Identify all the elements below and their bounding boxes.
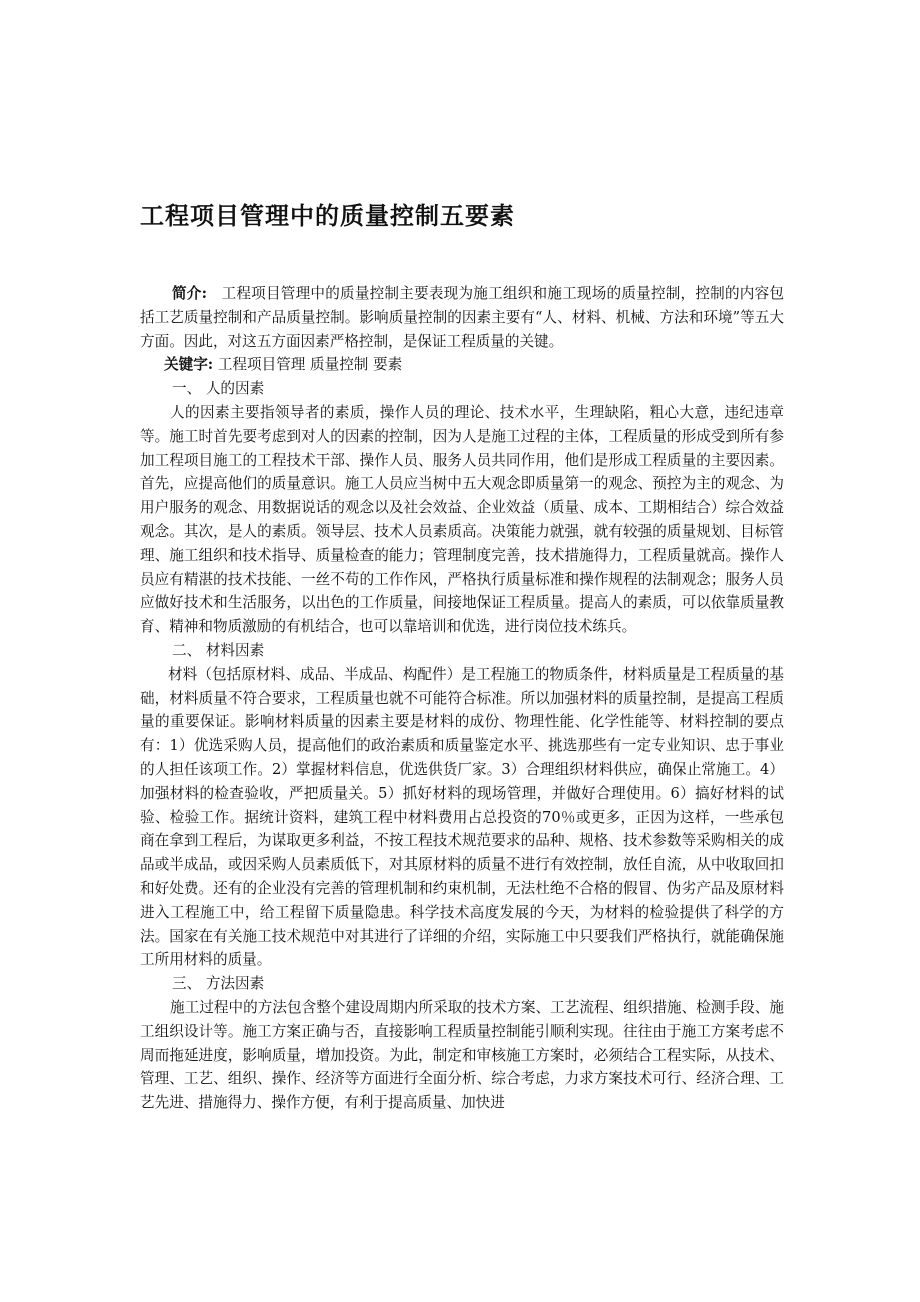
document-body bbox=[140, 282, 784, 1115]
section-paragraph: 人的因素主要指领导者的素质，操作人员的理论、技术水平，生理缺陷，粗心大意，违纪违章等。施工时首先要考虑到对人的因素的控制，因为人是施工过程的主体，工程质量的形成受到所有参加工程项目施工的工程技术干部、操作人员、服务人员共同作用，他们是形成工程质量的主要因素。首先，应提高他们的质量意识。施工人员应当树中五大观念即质量第一的观念、预控为主的观念、为用户服务的观念、用数据说话的观念以及社会效益、企业效益（质量、成本、工期相结合）综合效益观念。其次，是人的素质。领导层、技术人员素质高。决策能力就强，就有较强的质量规划、目标管理、施工组织和技术指导、质量检查的能力；管理制度完善，技术措施得力，工程质量就高。操作人员应有精湛的技术技能、一丝不苟的工作作风，严格执行质量标准和操作规程的法制观念；服务人员应做好技术和生活服务，以出色的工作质量，间接地保证工程质量。提高人的素质，可以依靠质量教育、精神和物质激励的有机结合，也可以靠培训和优选，进行岗位技术练兵。 bbox=[140, 403, 784, 636]
section-paragraph: 材料（包括原材料、成品、半成品、构配件）是工程施工的物质条件，材料质量是工程质量的基础，材料质量不符合要求，工程质量也就不可能符合标准。所以加强材料的质量控制，是提高工程质量的重要保证。影响材料质量的因素主要是材料的成份、物理性能、化学性能等、材料控制的要点有：1）优选采购人员，提高他们的政治素质和质量鉴定水平、挑选那些有一定专业知识、忠于事业的人担任该项工作。2）掌握材料信息，优选供货厂家。3）合理组织材料供应，确保止常施工。4）加强材料的检查验收，严把质量关。5）抓好材料的现场管理，并做好合理使用。6）搞好材料的试验、检验工作。据统计资料，建筑工程中材料费用占总投资的70％或更多，正因为这样，一些承包商在拿到工程后，为谋取更多利益，不按工程技术规范要求的品种、规格、技术参数等采购相关的成品或半成品，或因采购人员素质低下，对其原材料的质量不进行有效控制，放任自流，从中收取回扣和好处费。还有的企业没有完善的管理机制和约束机制，无法杜绝不合格的假冒、伪劣产品及原材料进入工程施工中，给工程留下质量隐患。科学技术高度发展的今天，为材料的检验提供了科学的方法。国家在有关施工技术规范中对其进行了详细的介绍，实际施工中只要我们严格执行，就能确保施工所用材料的质量。 bbox=[140, 665, 784, 969]
document-title: 工程项目管理中的质量控制五要素 bbox=[140, 202, 515, 230]
abstract-paragraph bbox=[140, 282, 784, 353]
keywords-text: 工程项目管理 质量控制 要素 bbox=[217, 356, 403, 374]
section-heading: 一、 人的因素 bbox=[172, 380, 265, 398]
section-heading: 二、 材料因素 bbox=[172, 641, 265, 659]
section-paragraph: 施工过程中的方法包含整个建设周期内所采取的技术方案、工艺流程、组织措施、检测手段、施工组织设计等。施工方案正确与否，直接影响工程质量控制能引顺利实现。往往由于施工方案考虑不周而拖延进度，影响质量，增加投资。为此，制定和审核施工方案时，必须结合工程实际，从技术、管理、工艺、组织、操作、经济等方面进行全面分析、综合考虑，力求方案技术可行、经济合理、工艺先进、措施得力、操作方便，有利于提高质量、加快进 bbox=[140, 998, 784, 1112]
keywords-paragraph bbox=[140, 353, 784, 377]
section-heading: 三、 方法因素 bbox=[172, 975, 265, 993]
abstract-text: 工程项目管理中的质量控制主要表现为施工组织和施工现场的质量控制，控制的内容包括工艺质量控制和产品质量控制。影响质量控制的因素主要有“人、材料、机械、方法和环境”等五大方面。因此，对这五方面因素严格控制，是保证工程质量的关键。 bbox=[140, 285, 784, 350]
abstract-label: 简介: bbox=[172, 285, 207, 302]
keywords-label: 关键字: bbox=[164, 356, 214, 374]
